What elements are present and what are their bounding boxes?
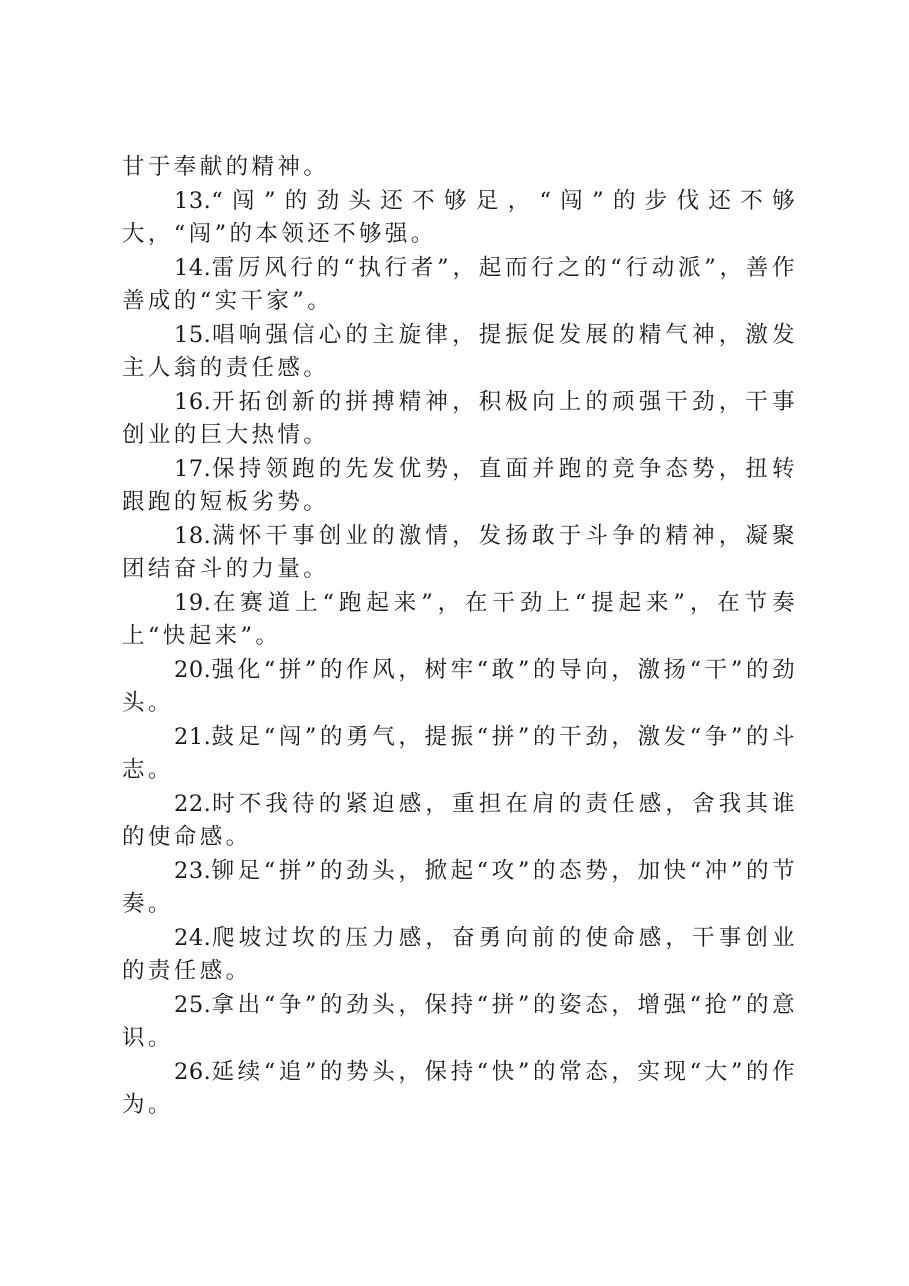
item-number: 21. [174,723,212,750]
item-text: “闯”的劲头还不够足，“闯”的步伐还不够大，“闯”的本领还不够强。 [122,187,798,247]
document-body [122,151,798,1123]
list-item [122,319,798,386]
list-item [122,1056,798,1123]
item-number: 20. [174,656,212,683]
list-item [122,520,798,587]
list-item [122,721,798,788]
list-item [122,453,798,520]
list-item [122,185,798,252]
item-text: 铆足“拼”的劲头，掀起“攻”的态势，加快“冲”的节奏。 [122,857,798,917]
item-text: 鼓足“闯”的勇气，提振“拼”的干劲，激发“争”的斗志。 [122,723,798,783]
item-number: 23. [174,857,212,884]
continuation-paragraph [122,151,798,185]
item-number: 24. [174,924,212,951]
item-text: 满怀干事创业的激情，发扬敢于斗争的精神，凝聚团结奋斗的力量。 [122,522,798,582]
item-text: 唱响强信心的主旋律，提振促发展的精气神，激发主人翁的责任感。 [122,321,798,381]
list-item [122,252,798,319]
list-item [122,989,798,1056]
list-item [122,386,798,453]
item-text: 拿出“争”的劲头，保持“拼”的姿态，增强“抢”的意识。 [122,991,798,1051]
item-number: 22. [174,790,212,817]
list-item [122,587,798,654]
item-text: 时不我待的紧迫感，重担在肩的责任感，舍我其谁的使命感。 [122,790,798,850]
item-number: 15. [174,321,212,348]
item-number: 14. [174,254,212,281]
list-item [122,788,798,855]
item-text: 在赛道上“跑起来”，在干劲上“提起来”，在节奏上“快起来”。 [122,589,798,649]
list-item [122,654,798,721]
item-number: 26. [174,1058,212,1085]
item-number: 17. [174,455,212,482]
item-number: 19. [174,589,212,616]
continuation-text: 甘于奉献的精神。 [122,154,330,180]
list-item [122,855,798,922]
list-item [122,922,798,989]
item-text: 保持领跑的先发优势，直面并跑的竞争态势，扭转跟跑的短板劣势。 [122,455,798,515]
item-number: 25. [174,991,212,1018]
item-text: 开拓创新的拼搏精神，积极向上的顽强干劲，干事创业的巨大热情。 [122,388,798,448]
item-number: 16. [174,388,212,415]
item-number: 18. [174,522,212,549]
item-text: 强化“拼”的作风，树牢“敢”的导向，激扬“干”的劲头。 [122,656,798,716]
item-text: 雷厉风行的“执行者”，起而行之的“行动派”，善作善成的“实干家”。 [122,254,798,314]
item-text: 爬坡过坎的压力感，奋勇向前的使命感，干事创业的责任感。 [122,924,798,984]
item-number: 13. [174,187,212,214]
item-text: 延续“追”的势头，保持“快”的常态，实现“大”的作为。 [122,1058,798,1118]
